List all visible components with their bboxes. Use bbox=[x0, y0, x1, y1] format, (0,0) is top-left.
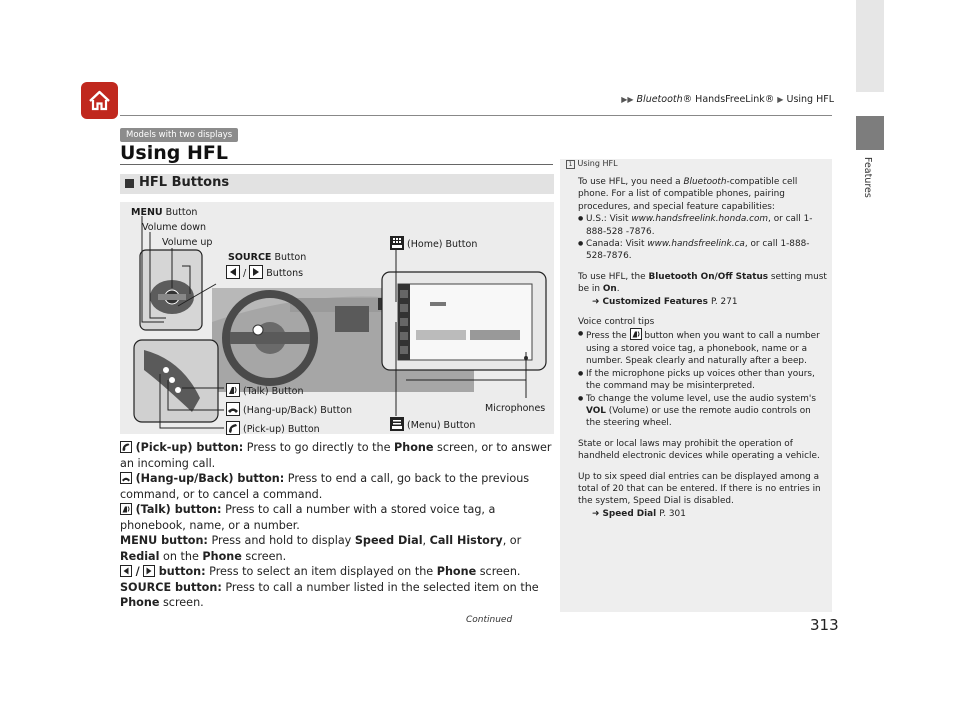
note-list-item: ● U.S.: Visit www.handsfreelink.honda.com, or call 1-888-528 -7876. bbox=[578, 213, 828, 238]
pickup-icon bbox=[120, 441, 132, 453]
pickup-icon bbox=[226, 421, 240, 435]
section-heading bbox=[120, 174, 554, 194]
note-list-item: ● Press the button when you want to call a number using a stored voice tag, a phonebook, name or a number. Speak clearly and naturally after a beep. bbox=[578, 328, 828, 367]
hangup-button-callout: (Hang-up/Back) Button bbox=[226, 402, 352, 416]
cross-reference-link[interactable]: ➜ Customized Features P. 271 bbox=[592, 296, 738, 307]
source-button-callout: SOURCE Button bbox=[228, 252, 307, 263]
hangup-icon bbox=[226, 402, 240, 416]
button-descriptions bbox=[120, 440, 552, 611]
note-list-item: ● To change the volume level, use the audio system's VOL (Volume) or use the remote audio controls on the steering wheel. bbox=[578, 393, 828, 430]
arrows-description: / button: Press to select an item displayed on the Phone screen. bbox=[120, 564, 552, 580]
home-icon bbox=[88, 89, 111, 112]
arrow-buttons-callout: / Buttons bbox=[226, 265, 303, 279]
menu-icon bbox=[390, 417, 404, 431]
note-list-item: ● Canada: Visit www.handsfreelink.ca, or call 1-888-528-7876. bbox=[578, 238, 828, 263]
side-tab bbox=[856, 0, 884, 92]
note-list bbox=[578, 328, 828, 429]
page-number: 313 bbox=[810, 616, 839, 634]
microphones-callout: Microphones bbox=[485, 403, 546, 414]
home-grid-icon bbox=[390, 236, 404, 250]
breadcrumb-item[interactable]: Bluetooth bbox=[636, 94, 683, 105]
page-title: Using HFL bbox=[120, 142, 228, 164]
home-button[interactable] bbox=[81, 82, 118, 119]
note-paragraph: To use HFL, the Bluetooth On/Off Status setting must be in On. bbox=[578, 271, 827, 295]
note-marker-icon: 1 bbox=[566, 160, 575, 169]
xref-arrow-icon: ➜ bbox=[592, 508, 600, 519]
menu-button-right-callout: (Menu) Button bbox=[390, 417, 475, 431]
square-bullet-icon bbox=[125, 179, 134, 188]
note-paragraph: Up to six speed dial entries can be displayed among a total of 20 that can be entered. If there is no entries in the system, Speed Dial is disabled. bbox=[578, 471, 821, 507]
note-list bbox=[578, 213, 828, 263]
right-arrow-icon bbox=[143, 565, 155, 577]
left-arrow-icon bbox=[226, 265, 240, 279]
menu-button-callout: MENU Button bbox=[131, 207, 198, 218]
continued-label: Continued bbox=[466, 615, 513, 625]
right-arrow-icon bbox=[249, 265, 263, 279]
source-description: SOURCE button: Press to call a number listed in the selected item on the Phone screen. bbox=[120, 580, 539, 609]
note-paragraph: To use HFL, you need a Bluetooth-compatible cell phone. For a list of compatible phones, pairing procedures, and special feature capabilities: bbox=[578, 177, 798, 212]
talk-button-callout: (Talk) Button bbox=[226, 383, 303, 397]
talk-icon bbox=[120, 503, 132, 515]
title-rule bbox=[120, 164, 553, 165]
hangup-icon bbox=[120, 472, 132, 484]
note-paragraph: State or local laws may prohibit the operation of handheld electronic devices while operating a vehicle. bbox=[578, 438, 820, 462]
url-link[interactable]: www.handsfreelink.ca bbox=[647, 239, 745, 250]
model-badge: Models with two displays bbox=[120, 128, 238, 142]
pickup-button-callout: (Pick-up) Button bbox=[226, 421, 320, 435]
side-section-label: Features bbox=[862, 157, 873, 198]
talk-icon bbox=[630, 328, 642, 340]
side-note-body bbox=[578, 176, 828, 528]
left-arrow-icon bbox=[120, 565, 132, 577]
menu-description: MENU button: Press and hold to display Speed Dial, Call History, or Redial on the Phone screen. bbox=[120, 534, 522, 563]
note-paragraph: Voice control tips bbox=[578, 317, 655, 328]
breadcrumb-item[interactable]: ® HandsFreeLink® bbox=[682, 94, 775, 105]
home-button-callout: (Home) Button bbox=[390, 236, 477, 250]
side-note-title: 1 Using HFL bbox=[566, 159, 618, 169]
url-link[interactable]: www.handsfreelink.honda.com bbox=[631, 214, 769, 225]
header-rule bbox=[120, 115, 832, 116]
breadcrumb bbox=[528, 94, 834, 105]
side-tab-features[interactable] bbox=[856, 116, 884, 150]
volume-down-callout: Volume down bbox=[142, 222, 206, 233]
hfl-buttons-figure bbox=[120, 202, 554, 434]
pickup-description: (Pick-up) button: Press to go directly to the Phone screen, or to answer an incoming call. bbox=[120, 441, 552, 470]
xref-arrow-icon: ➜ bbox=[592, 296, 600, 307]
talk-description: (Talk) button: Press to call a number with a stored voice tag, a phonebook, name, or a number. bbox=[120, 503, 496, 532]
volume-up-callout: Volume up bbox=[162, 237, 213, 248]
breadcrumb-arrow-icon: ▶ bbox=[777, 95, 784, 104]
note-list-item: ● If the microphone picks up voices other than yours, the command may be misinterpreted. bbox=[578, 368, 828, 393]
talk-icon bbox=[226, 383, 240, 397]
breadcrumb-arrow-icon: ▶▶ bbox=[621, 95, 634, 104]
hangup-description: (Hang-up/Back) button: Press to end a call, go back to the previous command, or to cancel a command. bbox=[120, 472, 530, 501]
breadcrumb-item[interactable]: Using HFL bbox=[786, 94, 834, 105]
cross-reference-link[interactable]: ➜ Speed Dial P. 301 bbox=[592, 508, 686, 519]
section-heading-text: HFL Buttons bbox=[139, 175, 230, 190]
